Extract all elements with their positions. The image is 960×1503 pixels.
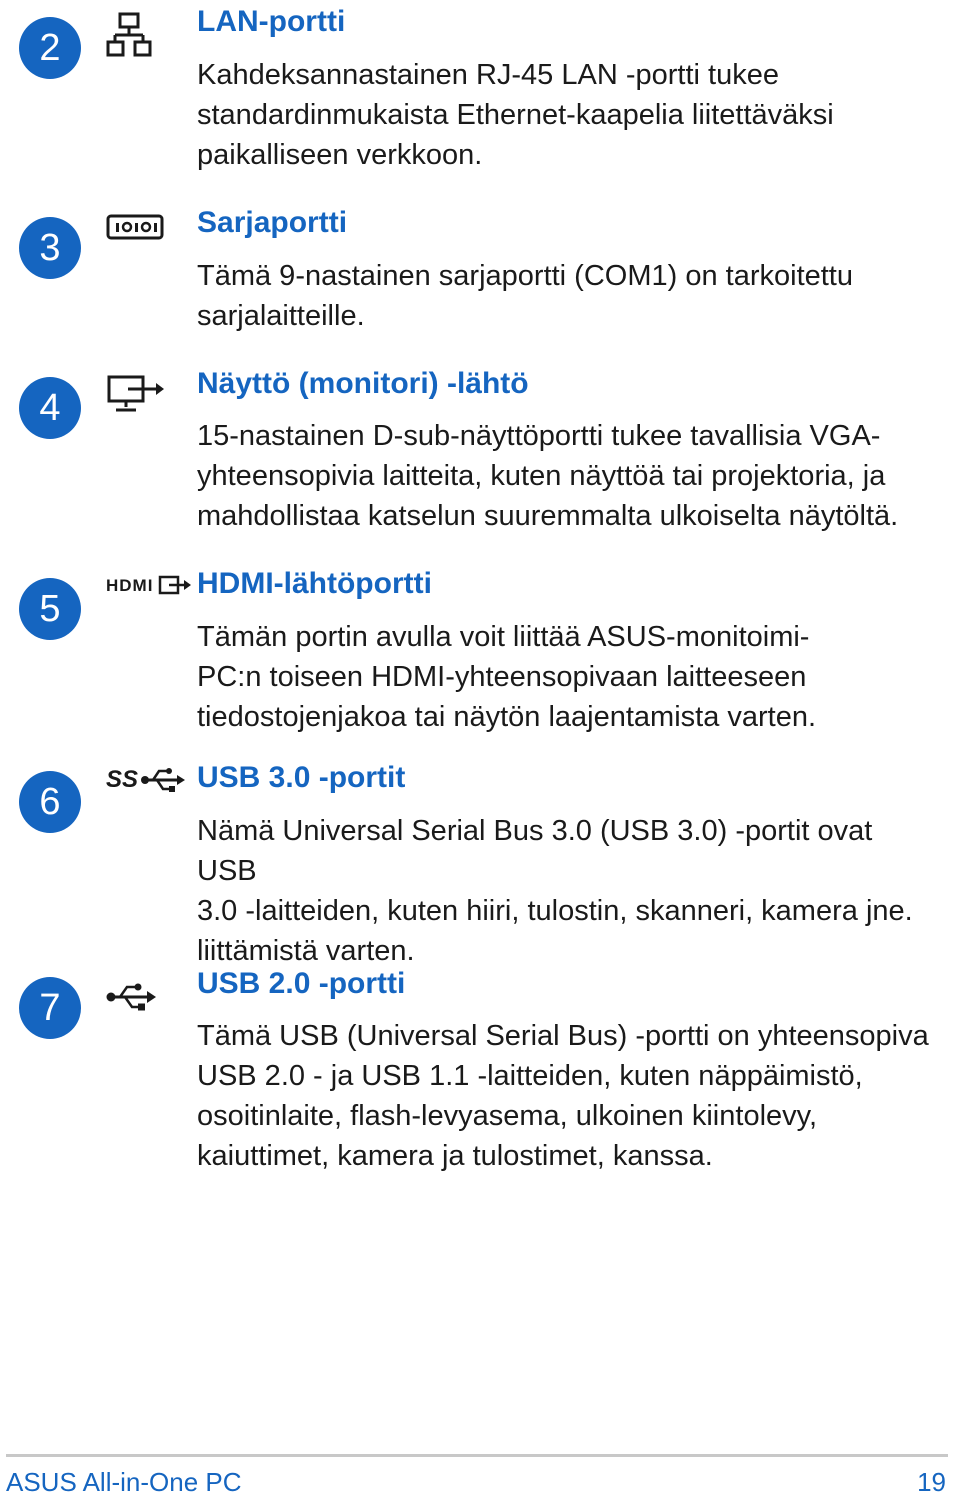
item-number-badge: 5: [19, 578, 81, 640]
item-title: Sarjaportti: [197, 206, 348, 239]
description-line: 15-nastainen D-sub-näyttöportti tukee tavallisia VGA-: [197, 420, 881, 452]
lan-icon: [106, 12, 152, 58]
usb3-icon-label: SS: [106, 766, 139, 793]
item-number-badge: 7: [19, 977, 81, 1039]
description-line: tiedostojenjakoa tai näytön laajentamista varten.: [197, 701, 817, 733]
footer-page-number: 19: [917, 1467, 946, 1497]
serial-port-icon: [106, 214, 164, 240]
footer-product-name: ASUS All-in-One PC: [6, 1467, 242, 1497]
description-line: liittämistä varten.: [197, 935, 415, 967]
item-description: [197, 1016, 937, 1176]
description-line: kaiuttimet, kamera ja tulostimet, kanssa.: [197, 1140, 713, 1172]
item-title: Näyttö (monitori) -lähtö: [197, 367, 529, 400]
description-line: USB 2.0 - ja USB 1.1 -laitteiden, kuten näppäimistö,: [197, 1060, 863, 1092]
item-title: HDMI-lähtöportti: [197, 567, 432, 600]
description-line: mahdollistaa katselun suuremmalta ulkoiselta näytöltä.: [197, 500, 899, 532]
description-line: Nämä Universal Serial Bus 3.0 (USB 3.0) -portit ovat USB: [197, 815, 873, 887]
item-description: [197, 256, 937, 336]
description-line: osoitinlaite, flash-levyasema, ulkoinen kiintolevy,: [197, 1100, 818, 1132]
usb2-icon: [106, 982, 158, 1012]
hdmi-icon: [106, 574, 192, 598]
hdmi-icon-label: HDMI: [106, 576, 154, 595]
description-line: paikalliseen verkkoon.: [197, 139, 483, 171]
item-description: [197, 416, 937, 536]
description-line: sarjalaitteille.: [197, 300, 365, 332]
usb3-icon: [106, 766, 186, 794]
item-description: [197, 617, 937, 737]
item-number-badge: 4: [19, 377, 81, 439]
item-number-badge: 6: [19, 771, 81, 833]
description-line: Kahdeksannastainen RJ-45 LAN -portti tukee: [197, 59, 779, 91]
description-line: 3.0 -laitteiden, kuten hiiri, tulostin, skanneri, kamera jne.: [197, 895, 913, 927]
description-line: Tämä USB (Universal Serial Bus) -portti on yhteensopiva: [197, 1020, 929, 1052]
description-line: yhteensopivia laitteita, kuten näyttöä tai projektoria, ja: [197, 460, 886, 492]
description-line: Tämä 9-nastainen sarjaportti (COM1) on tarkoitettu: [197, 260, 853, 292]
item-number-badge: 2: [19, 17, 81, 79]
item-description: [197, 811, 937, 971]
item-number-badge: 3: [19, 217, 81, 279]
monitor-output-icon: [106, 374, 166, 414]
item-title: USB 2.0 -portti: [197, 967, 406, 1000]
item-title: USB 3.0 -portit: [197, 761, 406, 794]
description-line: PC:n toiseen HDMI-yhteensopivaan laitteeseen: [197, 661, 807, 693]
description-line: Tämän portin avulla voit liittää ASUS-monitoimi-: [197, 621, 810, 653]
item-description: [197, 55, 937, 175]
item-title: LAN-portti: [197, 5, 346, 38]
footer-divider: [6, 1454, 948, 1457]
description-line: standardinmukaista Ethernet-kaapelia liitettäväksi: [197, 99, 834, 131]
